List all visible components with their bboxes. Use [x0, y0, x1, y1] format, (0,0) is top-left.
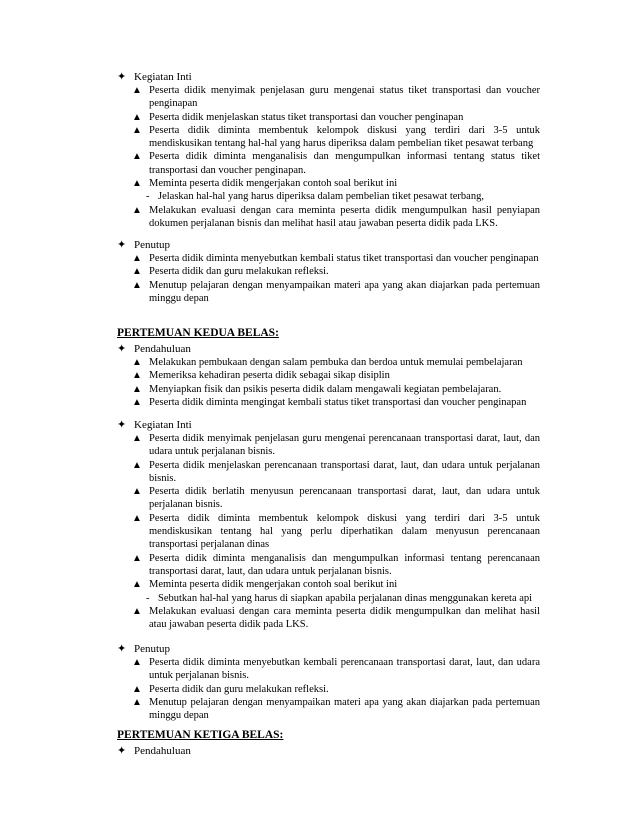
- plus-star-icon: ✦: [117, 71, 127, 83]
- section-title-row: [0, 418, 638, 432]
- triangle-icon: ▲: [132, 124, 142, 136]
- list-item: [0, 485, 540, 512]
- list-item: [0, 696, 540, 723]
- section-penutup: [0, 642, 638, 722]
- section-title: Penutup: [134, 239, 171, 251]
- section-title: Kegiatan Inti: [134, 419, 192, 431]
- triangle-icon: ▲: [132, 370, 142, 382]
- section-title: Kegiatan Inti: [134, 71, 192, 83]
- list-item-text: Menyiapkan fisik dan psikis peserta didik dalam mengawali kegiatan pembelajaran.: [149, 383, 502, 395]
- list-item-text: Peserta didik diminta menyebutkan kembali status tiket transportasi dan voucher penginapan: [149, 253, 539, 264]
- triangle-icon: ▲: [132, 204, 142, 216]
- list-item: [0, 552, 540, 579]
- list-item: [0, 396, 540, 409]
- section-title: Penutup: [134, 643, 171, 655]
- list-item-text: Meminta peserta didik mengerjakan contoh soal berikut ini: [149, 178, 398, 190]
- triangle-icon: ▲: [132, 552, 142, 564]
- list-item: [0, 383, 540, 396]
- triangle-icon: ▲: [132, 459, 142, 471]
- list-item: [0, 578, 540, 591]
- triangle-icon: ▲: [132, 579, 142, 591]
- triangle-icon: ▲: [132, 433, 142, 444]
- list-item: [0, 459, 540, 486]
- list-item: [0, 656, 540, 683]
- section-title-row: [0, 238, 638, 252]
- list-item: [0, 150, 540, 177]
- triangle-icon: ▲: [132, 683, 142, 695]
- list-item-text: Peserta didik dan guru melakukan refleksi.: [149, 266, 329, 278]
- list-item-text: Peserta didik diminta membentuk kelompok diskusi yang terdiri dari 3-5 untuk mendiskusikan tentang hal-hal yang harus diperiksa dalam pembelian tiket pesawat terbang: [149, 124, 540, 150]
- list-item-text: Sebutkan hal-hal yang harus di siapkan apabila perjalanan dinas menggunakan kereta api: [158, 592, 533, 604]
- plus-star-icon: ✦: [117, 343, 127, 355]
- triangle-icon: ▲: [132, 486, 142, 498]
- list-item-text: Menutup pelajaran dengan menyampaikan materi apa yang akan diajarkan pada pertemuan minggu depan: [149, 279, 540, 304]
- list-item: [0, 605, 540, 632]
- triangle-icon: ▲: [132, 111, 142, 123]
- plus-star-icon: ✦: [117, 419, 127, 431]
- triangle-icon: ▲: [132, 178, 142, 190]
- triangle-icon: ▲: [132, 396, 142, 408]
- meeting-heading: PERTEMUAN KETIGA BELAS:: [117, 729, 284, 741]
- list-item-text: Memeriksa kehadiran peserta didik sebagai sikap disiplin: [149, 370, 390, 382]
- triangle-icon: ▲: [132, 512, 142, 524]
- triangle-icon: ▲: [132, 266, 142, 278]
- triangle-icon: ▲: [132, 696, 142, 708]
- section-kegiatan-inti: [0, 70, 638, 230]
- section-title-row: [0, 342, 638, 356]
- list-item-text: Peserta didik diminta membentuk kelompok diskusi yang terdiri dari 3-5 untuk mendiskusikan tentang hal yang perlu diperhatikan dalam menyusun perencanaan transportasi perjalanan dinas: [149, 512, 540, 551]
- list-item-text: Melakukan evaluasi dengan cara meminta peserta didik mengumpulkan dan melihat hasil atau jawaban peserta didik pada LKS.: [149, 605, 540, 631]
- list-item-text: Meminta peserta didik mengerjakan contoh soal berikut ini: [149, 579, 398, 591]
- list-item-text: Menutup pelajaran dengan menyampaikan materi apa yang akan diajarkan pada pertemuan minggu depan: [149, 696, 540, 722]
- list-item: [0, 84, 540, 111]
- triangle-icon: ▲: [132, 279, 142, 291]
- triangle-icon: ▲: [132, 357, 142, 368]
- meeting-heading: PERTEMUAN KEDUA BELAS:: [117, 327, 279, 339]
- section-penutup: [0, 238, 638, 305]
- list-item-text: Melakukan evaluasi dengan cara meminta peserta didik mengumpulkan hasil penyiapan dokumen perjalanan bisnis dan melihat hasil atau jawaban peserta didik pada LKS.: [149, 204, 540, 229]
- section-pendahuluan: [0, 342, 638, 409]
- section-title-row: [0, 70, 638, 84]
- section-pendahuluan: [0, 744, 638, 758]
- list-item: [0, 356, 540, 369]
- list-item: [0, 124, 540, 151]
- plus-star-icon: ✦: [117, 239, 127, 251]
- section-title: Pendahuluan: [134, 343, 191, 355]
- section-title: Pendahuluan: [134, 745, 191, 757]
- list-item: [0, 279, 540, 306]
- section-title-row: [0, 642, 638, 656]
- triangle-icon: ▲: [132, 85, 142, 96]
- dash-marker: -: [146, 191, 150, 203]
- list-item: [0, 683, 540, 696]
- list-item: [0, 512, 540, 552]
- list-item: [0, 177, 540, 190]
- list-item: [0, 252, 540, 265]
- list-item: [0, 369, 540, 382]
- list-item-text: Peserta didik diminta menganalisis dan mengumpulkan informasi tentang perencanaan transportasi darat, laut, dan udara untuk perjalanan bisnis.: [149, 552, 540, 577]
- list-item-text: Peserta didik dan guru melakukan refleksi.: [149, 683, 329, 695]
- list-item-text: Peserta didik diminta menganalisis dan mengumpulkan informasi tentang status tiket transportasi dan voucher penginapan.: [149, 151, 540, 176]
- plus-star-icon: ✦: [117, 643, 127, 655]
- list-item: [0, 111, 540, 124]
- list-item-text: Jelaskan hal-hal yang harus diperiksa dalam pembelian tiket pesawat terbang,: [158, 191, 484, 203]
- triangle-icon: ▲: [132, 383, 142, 395]
- list-item-text: Melakukan pembukaan dengan salam pembuka dan berdoa untuk memulai pembelajaran: [149, 357, 523, 368]
- list-item: [0, 432, 540, 459]
- dash-marker: -: [146, 592, 150, 604]
- sub-list-item: [0, 190, 540, 203]
- list-item-text: Peserta didik diminta menyebutkan kembali perencanaan transportasi darat, laut, dan udara untuk perjalanan bisnis.: [149, 657, 540, 682]
- triangle-icon: ▲: [132, 151, 142, 163]
- section-kegiatan-inti: [0, 418, 638, 631]
- list-item: [0, 265, 540, 278]
- list-item-text: Peserta didik diminta mengingat kembali status tiket transportasi dan voucher penginapan: [149, 396, 527, 408]
- triangle-icon: ▲: [132, 253, 142, 264]
- sub-list-item: [0, 592, 540, 605]
- list-item-text: Peserta didik berlatih menyusun perencanaan transportasi darat, laut, dan udara untuk perjalanan bisnis.: [149, 486, 540, 511]
- list-item-text: Peserta didik menyimak penjelasan guru mengenai perencanaan transportasi darat, laut, dan udara untuk perjalanan bisnis.: [149, 433, 540, 458]
- list-item-text: Peserta didik menjelaskan status tiket transportasi dan voucher penginapan: [149, 111, 464, 123]
- section-title-row: [0, 744, 638, 758]
- triangle-icon: ▲: [132, 605, 142, 617]
- list-item-text: Peserta didik menjelaskan perencanaan transportasi darat, laut, dan udara untuk perjalanan bisnis.: [149, 459, 540, 484]
- list-item-text: Peserta didik menyimak penjelasan guru mengenai status tiket transportasi dan voucher penginapan: [149, 85, 540, 110]
- plus-star-icon: ✦: [117, 745, 127, 757]
- triangle-icon: ▲: [132, 657, 142, 668]
- list-item: [0, 204, 540, 231]
